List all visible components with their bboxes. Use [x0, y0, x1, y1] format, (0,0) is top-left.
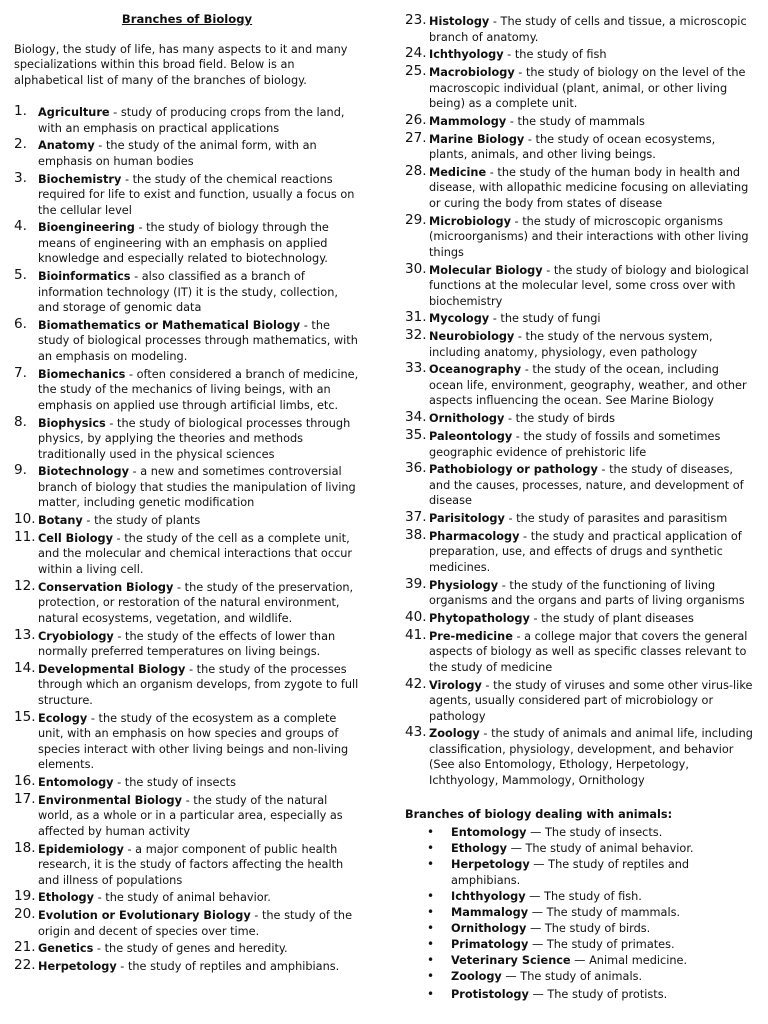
- item-number: 14.: [14, 659, 36, 676]
- list-item: [405, 129, 755, 163]
- item-description: - study of producing crops from the land, with an emphasis on practical applications: [38, 106, 345, 135]
- list-item: [405, 726, 755, 788]
- list-item: [405, 260, 755, 310]
- item-number: 17.: [14, 790, 36, 807]
- item-number: 19.: [14, 888, 36, 905]
- item-description: - the study of the ecosystem as a complete unit, with an emphasis on how species and groups of species interact with other living beings and non-living elements.: [38, 711, 349, 772]
- item-term: Ornithology: [451, 921, 527, 935]
- item-number: 34.: [405, 409, 427, 426]
- item-description: - often considered a branch of medicine, the study of the mechanics of living beings, with an emphasis on applied use through artificial limbs, etc.: [38, 367, 359, 412]
- protist-list: [405, 987, 755, 1003]
- item-term: Ornithology: [429, 412, 505, 426]
- list-item: [405, 889, 755, 905]
- item-term: Ichthyology: [451, 889, 526, 903]
- item-number: 24.: [405, 45, 427, 62]
- item-term: Ethology: [38, 891, 95, 905]
- list-item: [14, 626, 360, 660]
- list-item: [405, 575, 755, 609]
- item-description: — The study of birds.: [526, 921, 651, 935]
- item-term: Oceanography: [429, 363, 522, 377]
- item-description: - the study of the ocean, including ocean life, environment, geography, weather, and other aspects influencing the ocean. See Marine Biology: [429, 363, 747, 408]
- item-term: Herpetology: [451, 858, 530, 872]
- bullet-icon: •: [427, 920, 435, 935]
- list-item: [14, 269, 360, 316]
- list-item: [14, 839, 360, 889]
- item-term: Biomathematics or Mathematical Biology: [38, 318, 301, 332]
- item-term: Biotechnology: [38, 465, 129, 479]
- list-item: [14, 105, 360, 136]
- item-description: - the study of the natural world, as a whole or in a particular area, especially as affected by human activity: [38, 793, 343, 838]
- list-item: [405, 311, 755, 327]
- bullet-icon: •: [427, 857, 435, 872]
- item-description: - the study of fungi: [489, 312, 601, 326]
- item-term: Biophysics: [38, 416, 106, 430]
- item-term: Microbiology: [429, 214, 511, 228]
- item-description: - the study of genes and heredity.: [93, 942, 288, 956]
- item-number: 32.: [405, 327, 427, 344]
- item-term: Virology: [429, 678, 482, 692]
- item-term: Herpetology: [38, 960, 117, 974]
- branches-list-right: [405, 14, 755, 788]
- item-description: - the study of the effects of lower than normally preferred temperatures on living beings.: [38, 629, 336, 659]
- item-description: - the study of fish: [503, 48, 607, 62]
- list-item: [405, 969, 755, 985]
- item-description: - the study of plants: [82, 514, 201, 528]
- list-item: [14, 169, 360, 219]
- item-number: 7.: [14, 364, 27, 381]
- item-description: - the study of biology and biological functions at the molecular level, some cross over with biochemistry: [429, 263, 749, 308]
- item-term: Mammalogy: [451, 905, 529, 919]
- item-number: 20.: [14, 906, 36, 923]
- list-item: [405, 937, 755, 953]
- item-term: Protistology: [451, 987, 529, 1001]
- item-number: 4.: [14, 218, 27, 235]
- item-term: Environmental Biology: [38, 793, 183, 807]
- item-description: - the study of biology through the means of engineering with an emphasis on applied knowledge and especially related to biotechnology.: [38, 221, 329, 266]
- item-description: - the study of biological processes through mathematics, with an emphasis on modeling.: [38, 318, 358, 363]
- item-term: Mammology: [429, 114, 507, 128]
- item-description: - the study of the human body in health and disease, with allopathic medicine focusing on alleviating or curing the body from states of disease: [429, 165, 749, 210]
- list-item: [14, 708, 360, 773]
- item-description: - the study of the functioning of living organisms and the organs and parts of living organisms: [429, 578, 745, 608]
- item-number: 5.: [14, 267, 27, 284]
- item-term: Veterinary Science: [451, 954, 571, 968]
- item-number: 12.: [14, 577, 36, 594]
- list-item: [405, 111, 755, 130]
- list-item: [14, 513, 360, 529]
- item-description: - The study of cells and tissue, a microscopic branch of anatomy.: [429, 15, 747, 44]
- item-term: Anatomy: [38, 139, 95, 153]
- list-item: [405, 429, 755, 460]
- list-item: [14, 413, 360, 463]
- item-term: Ethology: [451, 842, 508, 856]
- item-number: 18.: [14, 839, 36, 856]
- item-term: Conservation Biology: [38, 580, 174, 594]
- item-term: Pre-medicine: [429, 629, 513, 643]
- left-column: [14, 0, 360, 977]
- list-item: [405, 526, 755, 576]
- intro-paragraph: Biology, the study of life, has many aspects to it and many specializations within this broad field. Below is an alphabetical list of many of the branches of biology.: [14, 42, 348, 87]
- item-description: - the study of mammals: [506, 114, 645, 128]
- item-number: 31.: [405, 309, 427, 326]
- right-column: [405, 0, 755, 1003]
- item-description: - the study of parasites and parasitism: [504, 512, 728, 526]
- item-number: 36.: [405, 460, 427, 477]
- item-description: - the study of animal behavior.: [94, 891, 271, 905]
- item-number: 25.: [405, 63, 427, 80]
- item-term: Zoology: [429, 727, 480, 741]
- item-term: Biomechanics: [38, 367, 126, 381]
- list-item: [405, 14, 755, 45]
- list-item: [14, 959, 360, 975]
- item-description: - the study of the origin and decent of species over time.: [38, 909, 353, 938]
- item-description: — The study of animal behavior.: [507, 842, 694, 856]
- list-item: [14, 577, 360, 627]
- bullet-icon: •: [427, 937, 435, 951]
- item-number: 42.: [405, 675, 427, 692]
- item-description: - the study of the chemical reactions required for life to exist and function, usually a focus on the cellular level: [38, 172, 355, 217]
- list-item: [14, 138, 360, 169]
- item-description: - a college major that covers the general aspects of biology as well as specific classes relevant to the study of medicine: [429, 629, 748, 674]
- bullet-icon: •: [427, 888, 435, 903]
- list-item: [405, 825, 755, 841]
- item-description: — The study of insects.: [526, 825, 663, 839]
- list-item: [14, 908, 360, 939]
- item-term: Evolution or Evolutionary Biology: [38, 909, 251, 923]
- item-description: - the study of biology on the level of the macroscopic individual (plant, animal, or other living being) as a complete unit.: [429, 66, 746, 111]
- item-number: 40.: [405, 609, 427, 626]
- list-item: [14, 364, 360, 414]
- list-item: [405, 162, 755, 212]
- item-description: - the study of the processes through which an organism develops, from zygote to full structure.: [38, 662, 359, 707]
- item-term: Molecular Biology: [429, 263, 543, 277]
- list-item: [14, 315, 360, 365]
- item-term: Primatology: [451, 938, 529, 951]
- item-term: Entomology: [38, 775, 114, 789]
- item-description: - the study of animals and animal life, including classification, physiology, development, and behavior (See also Entomology, Ethology, Herpetology, Ichthyology, Mammology, Ornithology: [429, 727, 753, 787]
- item-term: Ecology: [38, 711, 88, 725]
- item-term: Histology: [429, 15, 490, 28]
- list-item: [405, 329, 755, 360]
- item-description: - the study of the cell as a complete unit, and the molecular and chemical interactions that occur within a living cell.: [38, 531, 353, 576]
- list-item: [14, 890, 360, 906]
- item-number: 22.: [14, 957, 36, 974]
- list-item: [405, 626, 755, 676]
- item-description: - the study of plant diseases: [529, 612, 694, 626]
- item-number: 27.: [405, 129, 427, 146]
- item-term: Botany: [38, 514, 83, 528]
- item-description: — The study of fish.: [525, 889, 642, 903]
- item-description: - the study of birds: [504, 412, 615, 426]
- item-number: 21.: [14, 939, 36, 956]
- item-number: 1.: [14, 103, 27, 119]
- item-term: Parisitology: [429, 512, 505, 526]
- item-term: Mycology: [429, 312, 490, 326]
- item-term: Biochemistry: [38, 172, 122, 186]
- list-item: [14, 528, 360, 578]
- item-description: — The study of animals.: [501, 970, 643, 984]
- item-term: Marine Biology: [429, 132, 525, 146]
- item-number: 26.: [405, 111, 427, 128]
- animals-heading: Branches of biology dealing with animals:: [405, 808, 673, 822]
- item-number: 41.: [405, 626, 427, 643]
- item-number: 30.: [405, 260, 427, 277]
- item-number: 3.: [14, 169, 27, 186]
- list-item: [14, 464, 360, 511]
- item-term: Neurobiology: [429, 330, 515, 344]
- item-description: — The study of protists.: [528, 987, 668, 1001]
- list-item: [405, 411, 755, 427]
- item-number: 10.: [14, 511, 36, 528]
- list-item: [405, 987, 755, 1003]
- item-term: Medicine: [429, 165, 487, 179]
- item-number: 6.: [14, 315, 27, 332]
- item-number: 15.: [14, 708, 36, 725]
- item-description: - the study and practical application of preparation, use, and effects of drugs and synthetic medicines.: [429, 529, 742, 574]
- item-description: - the study of microscopic organisms (microorganisms) and their interactions with other living things: [429, 214, 749, 259]
- item-description: - the study of the preservation, protection, or restoration of the natural environment, natural ecosystems, vegetation, and wildlife.: [38, 580, 354, 625]
- item-description: - the study of diseases, and the causes, processes, nature, and development of disease: [429, 463, 744, 508]
- bullet-icon: •: [427, 969, 435, 984]
- item-description: — The study of mammals.: [528, 905, 681, 919]
- item-number: 35.: [405, 427, 427, 444]
- bullet-icon: •: [427, 824, 435, 839]
- list-item: [405, 953, 755, 969]
- item-term: Physiology: [429, 578, 499, 592]
- item-description: - a new and sometimes controversial branch of biology that studies the manipulation of living matter, including genetic modification: [38, 465, 356, 510]
- list-item: [405, 511, 755, 527]
- bullet-icon: •: [427, 904, 435, 919]
- item-description: - a major component of public health research, it is the study of factors affecting the health and illness of populations: [38, 842, 344, 887]
- item-number: 43.: [405, 724, 427, 741]
- item-description: - the study of viruses and some other virus-like agents, usually considered part of microbiology or pathology: [429, 678, 753, 723]
- item-number: 38.: [405, 526, 427, 543]
- item-term: Cryobiology: [38, 629, 114, 643]
- list-item: [14, 220, 360, 267]
- item-term: Macrobiology: [429, 66, 515, 80]
- bullet-icon: •: [427, 986, 435, 1001]
- item-term: Zoology: [451, 970, 502, 984]
- list-item: [405, 841, 755, 857]
- branches-list-left: [14, 105, 360, 975]
- list-item: [405, 462, 755, 509]
- item-description: — The study of primates.: [528, 938, 675, 951]
- bullet-icon: •: [427, 841, 435, 856]
- item-number: 11.: [14, 528, 36, 545]
- list-item: [14, 790, 360, 840]
- item-number: 13.: [14, 626, 36, 643]
- item-description: — Animal medicine.: [570, 954, 688, 968]
- item-number: 9.: [14, 462, 27, 479]
- list-item: [405, 611, 755, 627]
- item-term: Bioinformatics: [38, 270, 131, 284]
- item-term: Bioengineering: [38, 221, 135, 235]
- item-term: Agriculture: [38, 106, 110, 119]
- list-item: [405, 65, 755, 112]
- item-term: Pharmacology: [429, 529, 520, 543]
- item-term: Pathobiology or pathology: [429, 463, 598, 477]
- item-number: 16.: [14, 772, 36, 789]
- item-description: - the study of fossils and sometimes geographic evidence of prehistoric life: [429, 430, 721, 459]
- list-item: [405, 362, 755, 409]
- item-description: — The study of reptiles and amphibians.: [451, 858, 690, 887]
- item-number: 2.: [14, 136, 27, 153]
- list-item: [405, 211, 755, 261]
- item-term: Phytopathology: [429, 612, 530, 626]
- item-description: - the study of the nervous system, including anatomy, physiology, even pathology: [429, 330, 713, 359]
- item-number: 29.: [405, 211, 427, 228]
- bullet-icon: •: [427, 953, 435, 968]
- item-description: - the study of biological processes through physics, by applying the theories and methods traditionally used in the physical sciences: [38, 416, 351, 461]
- list-item: [405, 675, 755, 725]
- item-term: Genetics: [38, 942, 94, 956]
- item-number: 28.: [405, 162, 427, 179]
- page-title: Branches of Biology: [121, 12, 253, 26]
- item-term: Epidemiology: [38, 842, 124, 856]
- item-number: 8.: [14, 413, 27, 430]
- item-number: 37.: [405, 509, 427, 526]
- item-number: 39.: [405, 575, 427, 592]
- item-description: - also classified as a branch of information technology (IT) it is the study, collection, and storage of genomic data: [38, 270, 338, 315]
- item-term: Developmental Biology: [38, 662, 186, 676]
- list-item: [405, 905, 755, 921]
- item-description: - the study of the animal form, with an emphasis on human bodies: [38, 139, 317, 168]
- item-number: 33.: [405, 360, 427, 377]
- item-description: - the study of ocean ecosystems, plants, animals, and other living beings.: [429, 132, 716, 162]
- animal-branches-list: [405, 825, 755, 985]
- item-number: 23.: [405, 12, 427, 28]
- item-description: - the study of reptiles and amphibians.: [116, 960, 340, 974]
- item-description: - the study of insects: [113, 775, 236, 789]
- list-item: [405, 857, 755, 888]
- item-term: Entomology: [451, 825, 527, 839]
- list-item: [14, 659, 360, 709]
- item-term: Ichthyology: [429, 48, 504, 62]
- item-term: Cell Biology: [38, 531, 113, 545]
- item-term: Paleontology: [429, 430, 513, 444]
- list-item: [405, 921, 755, 937]
- list-item: [405, 47, 755, 63]
- list-item: [14, 941, 360, 957]
- list-item: [14, 772, 360, 791]
